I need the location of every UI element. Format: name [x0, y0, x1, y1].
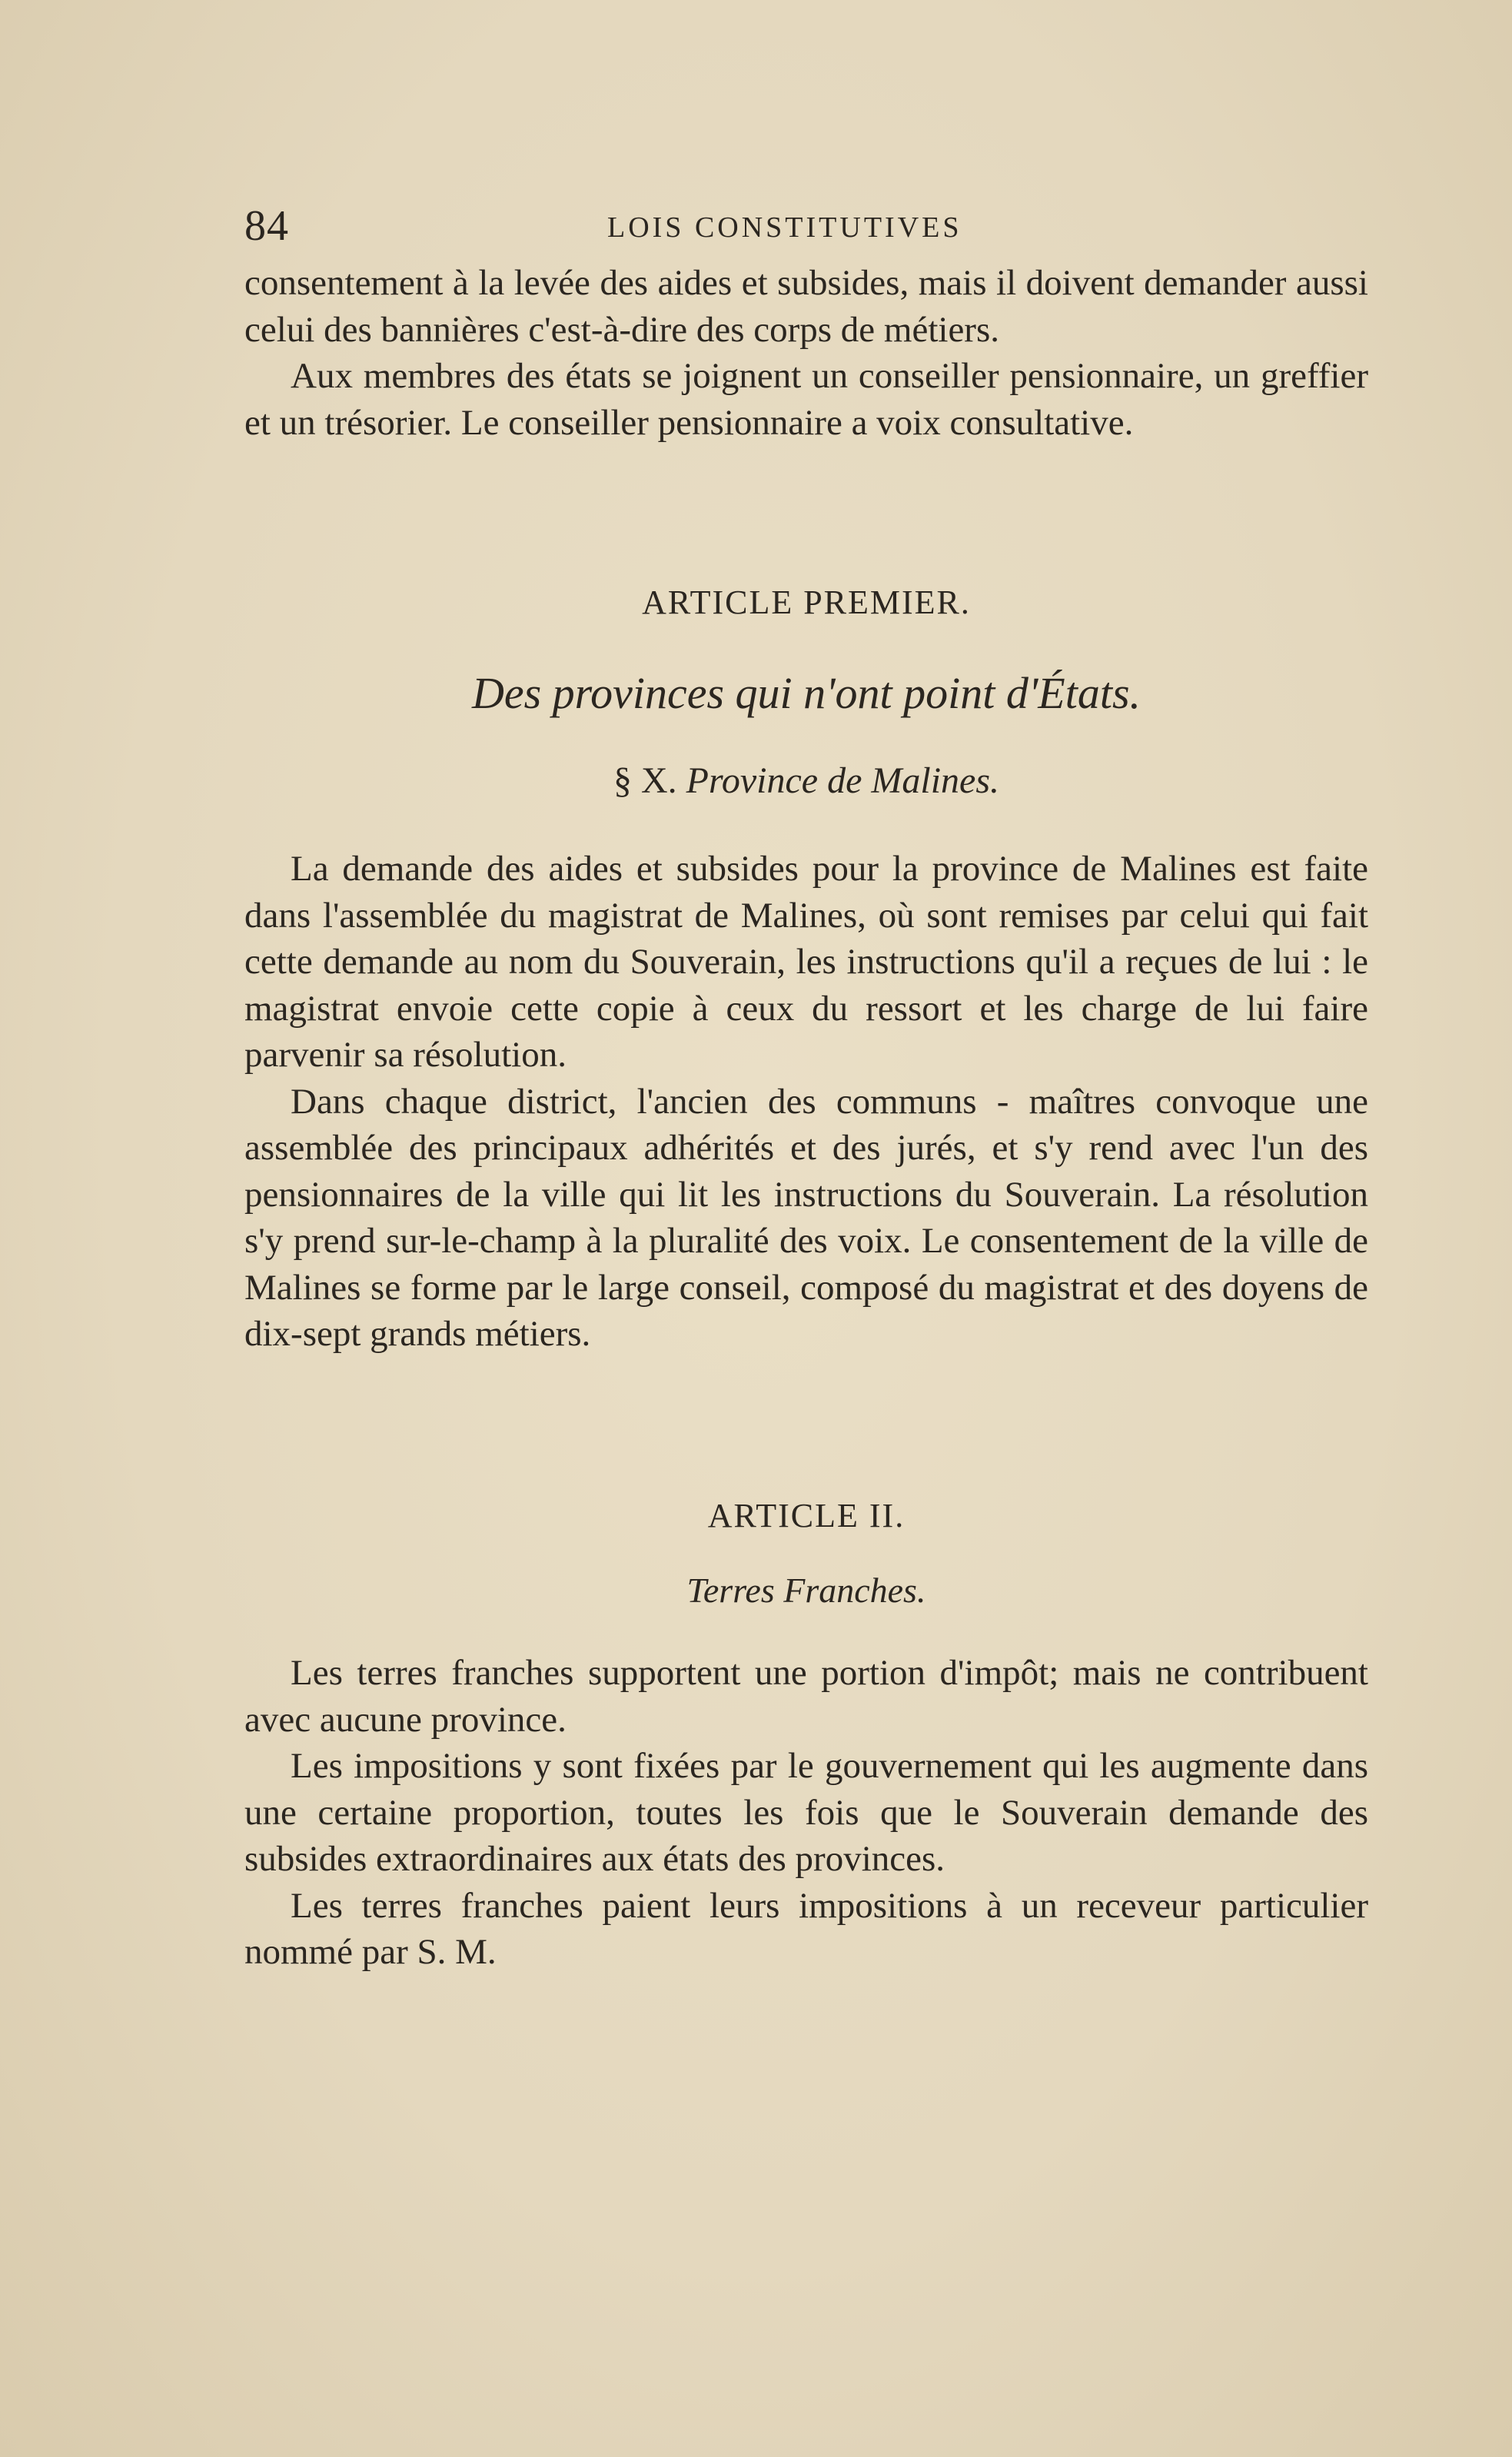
- article-2-subtitle: Terres Franches.: [686, 1571, 926, 1610]
- section-heading: [244, 760, 1368, 802]
- intro-paragraph-2: Aux membres des états se joignent un conseiller pensionnaire, un greffier et un trésorier. Le conseiller pensionnaire a voix consultative.: [244, 356, 1368, 443]
- article-1-subtitle: Des provinces qui n'ont point d'États.: [471, 668, 1141, 718]
- article-1-paragraph-2: Dans chaque district, l'ancien des communs - maîtres convoque une assemblée des principaux adhérités et des jurés, et s'y rend avec l'un des pensionnaires de la ville qui lit les instructions du Souverain. La résolution s'y prend sur-le-champ à la pluralité des voix. Le consentement de la ville de Malines se forme par le large conseil, composé du magistrat et des doyens de dix-sept grands métiers.: [244, 1081, 1368, 1354]
- article-2-paragraph-1: Les terres franches supportent une portion d'impôt; mais ne contribuent avec aucune province.: [244, 1653, 1368, 1740]
- intro-paragraph-1: consentement à la levée des aides et subsides, mais il doivent demander aussi celui des bannières c'est-à-dire des corps de métiers.: [244, 263, 1368, 350]
- page-number: 84: [244, 202, 289, 250]
- article-2-paragraph-3: Les terres franches paient leurs impositions à un receveur particulier nommé par S. M.: [244, 1885, 1368, 1972]
- article-1-heading: ARTICLE PREMIER.: [642, 583, 971, 621]
- article-2-paragraph-2: Les impositions y sont fixées par le gouvernement qui les augmente dans une certaine proportion, toutes les fois que le Souverain demande des subsides extraordinaires aux états des provinces.: [244, 1746, 1368, 1879]
- section-number: § X.: [613, 760, 677, 801]
- running-title: LOIS CONSTITUTIVES: [607, 211, 962, 244]
- article-1-paragraph-1: La demande des aides et subsides pour la province de Malines est faite dans l'assemblée du magistrat de Malines, où sont remises par celui qui fait cette demande au nom du Souverain, les instructions qu'il a reçues de lui : le magistrat envoie cette copie à ceux du ressort et les charge de lui faire parvenir sa résolution.: [244, 849, 1368, 1075]
- intro-text: [244, 260, 1368, 446]
- section-title: Province de Malines.: [686, 760, 1000, 801]
- article-2-text: [244, 1650, 1368, 1976]
- article-1-text: [244, 846, 1368, 1358]
- running-head: [244, 201, 1359, 255]
- article-2-heading: ARTICLE II.: [707, 1497, 906, 1534]
